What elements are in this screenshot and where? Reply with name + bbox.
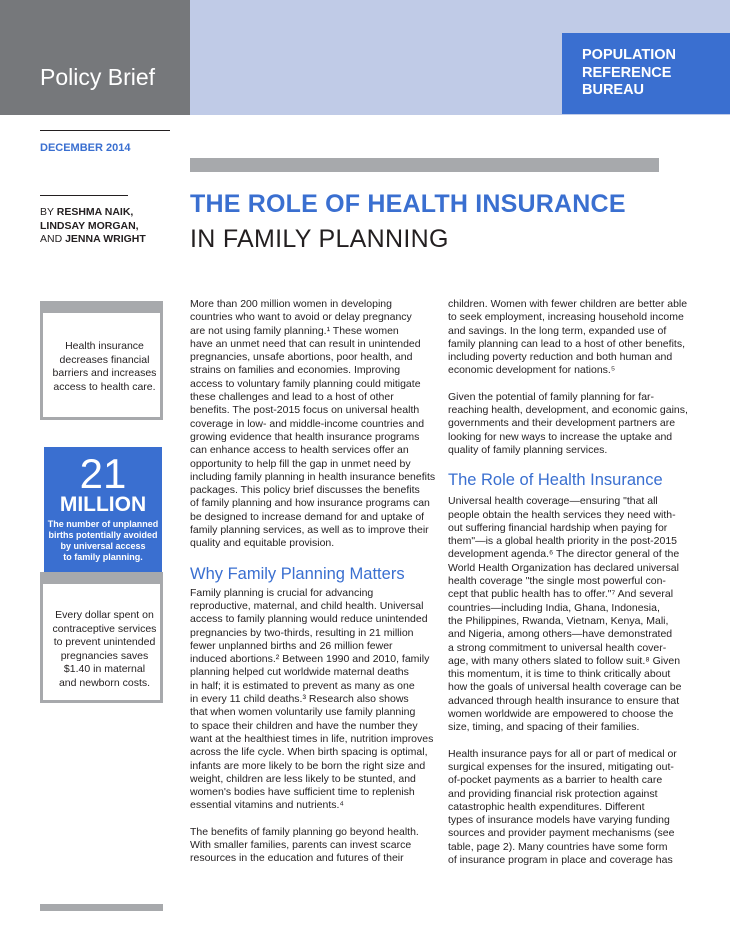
author-name: JENNA WRIGHT [65, 233, 146, 245]
paragraph [448, 298, 718, 378]
text-line: out suffering financial hardship when paying for [448, 521, 668, 534]
text-line: be designed to increase demand for and uptake of [190, 510, 425, 523]
callout-line: decreases financial [59, 353, 150, 366]
text-line: governments and their development partners are [448, 417, 676, 430]
text-line: strains on families and economies. Improving [190, 364, 401, 377]
publication-date: DECEMBER 2014 [40, 142, 131, 154]
sidebar-box-top-bar [40, 572, 163, 584]
text-line: Universal health coverage—ensuring "that all [448, 495, 658, 508]
text-line: cept that public health has to offer."⁷ And several [448, 588, 674, 601]
text-line: sources and provider payment mechanisms (see [448, 827, 675, 840]
org-line-2: REFERENCE [582, 64, 672, 81]
footer-accent-bar [40, 904, 163, 911]
text-line: and providing financial risk protection against [448, 787, 658, 800]
text-line: Health insurance pays for all or part of medical or [448, 747, 677, 760]
body-column-right [448, 298, 718, 867]
text-line: coverage in low- and middle-income countries and [190, 417, 425, 430]
text-line: development agenda.⁶ The director general of the [448, 548, 680, 561]
title-accent-bar [190, 158, 659, 172]
by-label: BY [40, 206, 57, 218]
text-line: infants are more likely to be born the right size and [190, 759, 426, 772]
text-line: including poverty reduction and both human and [448, 351, 673, 364]
text-line: surgical expenses for the insured, mitigating out- [448, 760, 674, 773]
text-line: to space their children and have the number they [190, 719, 418, 732]
section-heading: The Role of Health Insurance [448, 471, 663, 490]
text-line: them"—is a global health priority in the post-2015 [448, 535, 678, 548]
paragraph [190, 587, 440, 813]
paragraph [190, 826, 440, 866]
text-line: of-pocket payments as a barrier to health care [448, 774, 663, 787]
text-line: types of insurance models have varying funding [448, 814, 670, 827]
text-line: of family planning and how insurance programs can [190, 497, 430, 510]
callout-line: $1.40 in maternal [63, 663, 146, 675]
paragraph [448, 495, 718, 734]
text-line: More than 200 million women in developing [190, 298, 392, 310]
sidebar-callout-text [43, 609, 166, 690]
text-line: that when women voluntarily use family planning [190, 706, 416, 719]
text-line: people obtain the health services they need with- [448, 508, 676, 521]
stat-line: by universal access [60, 541, 146, 551]
sidebar-box-top-bar [40, 301, 163, 313]
text-line: to seek employment, increasing household income [448, 311, 684, 324]
paragraph [448, 391, 718, 457]
text-line: growing evidence that health insurance programs [190, 430, 420, 443]
text-line: of insurance program in place and coverage has [448, 853, 673, 866]
text-line: in every 11 child deaths.³ Research also shows [190, 693, 409, 706]
stat-description [44, 519, 162, 563]
text-line: access to voluntary family planning could mitigate [190, 377, 421, 390]
callout-line: contraceptive services [52, 622, 157, 635]
text-line: reproductive, maternal, and child health. Universal [190, 599, 424, 612]
text-line: packages. This policy brief discusses the benefits [190, 484, 420, 497]
text-line: across the life cycle. When birth spacing is optimal, [190, 746, 428, 759]
text-line: advanced through health insurance to ensure that [448, 694, 680, 707]
publication-type-label: Policy Brief [40, 64, 156, 90]
callout-line: pregnancies saves [60, 649, 149, 662]
text-line: catastrophic health expenditures. Different [448, 800, 645, 813]
text-line: Family planning is crucial for advancing [190, 586, 374, 599]
text-line: planning helped cut worldwide maternal deaths [190, 666, 409, 679]
text-line: age, with many others slated to follow suit.⁸ Given [448, 654, 681, 667]
text-line: can enhance access to health services offer an [190, 444, 409, 457]
text-line: quality and equitable provision. [190, 537, 335, 550]
org-logo-text [582, 47, 676, 100]
text-line: countries who want to avoid or delay pregnancy [190, 311, 412, 324]
text-line: have an unmet need that can result in unintended [190, 337, 421, 350]
stat-unit: MILLION [59, 493, 147, 516]
stat-number: 21 [79, 450, 127, 497]
text-line: family planning services, as well as to improve their [190, 524, 429, 537]
paragraph [448, 748, 718, 868]
sidebar-callout-text [43, 340, 166, 394]
text-line: this momentum, it is time to think critically about [448, 668, 671, 681]
stat-line: The number of unplanned [47, 519, 159, 529]
author-name: RESHMA NAIK, [56, 206, 134, 218]
text-line: these challenges and lead to a host of other [190, 391, 394, 404]
text-line: quality of family planning services. [448, 443, 608, 456]
text-line: World Health Organization has declared universal [448, 561, 679, 574]
text-line: are not using family planning.¹ These women [190, 324, 399, 337]
text-line: size, timing, and spacing of their families. [448, 721, 640, 734]
text-line: pregnancies by two-thirds, resulting in 21 million [190, 626, 414, 639]
text-line: weight, children are less likely to be stunted, and [190, 772, 416, 785]
text-line: health coverage "the single most powerful con- [448, 575, 666, 588]
paragraph [190, 298, 440, 551]
text-line: family planning can lead to a host of other benefits, [448, 337, 685, 350]
text-line: essential vitamins and nutrients.⁴ [190, 799, 344, 812]
title-line-2: IN FAMILY PLANNING [190, 225, 449, 253]
and-label: AND [40, 233, 66, 245]
date-divider [40, 130, 170, 131]
text-line: benefits. The post-2015 focus on universal health [190, 404, 420, 417]
text-line: fewer unplanned births and 26 million fewer [190, 639, 393, 652]
text-line: women worldwide are empowered to choose the [448, 708, 674, 721]
text-line: With smaller families, parents can invest scarce [190, 838, 412, 851]
text-line: looking for new ways to increase the uptake and [448, 430, 673, 443]
header-gray-block [0, 0, 190, 115]
text-line: a strong commitment to universal health cover- [448, 641, 667, 654]
text-line: induced abortions.² Between 1990 and 2010, family [190, 653, 430, 666]
title-line-1: THE ROLE OF HEALTH INSURANCE [190, 190, 626, 218]
text-line: and savings. In the long term, expanded use of [448, 324, 667, 337]
callout-line: Every dollar spent on [55, 609, 154, 621]
author-byline [40, 206, 146, 247]
author-name: LINDSAY MORGAN, [40, 219, 139, 232]
text-line: pregnancies, unsafe abortions, poor health, and [190, 351, 413, 364]
text-line: countries—including India, Ghana, Indonesia, [448, 601, 660, 614]
text-line: reaching health, development, and economic gains, [448, 404, 688, 417]
text-line: Given the potential of family planning for far- [448, 390, 655, 403]
author-divider [40, 195, 128, 196]
text-line: and Nigeria, among others—have demonstrated [448, 628, 673, 641]
callout-line: to prevent unintended [53, 636, 156, 648]
callout-line: barriers and increases [52, 367, 157, 379]
callout-line: Health insurance [65, 340, 144, 352]
callout-line: and newborn costs. [58, 676, 151, 689]
org-line-1: POPULATION [582, 47, 676, 63]
text-line: children. Women with fewer children are better able [448, 298, 688, 310]
text-line: in half; it is estimated to prevent as many as one [190, 679, 415, 692]
text-line: opportunity to help fill the gap in unmet need by [190, 457, 411, 470]
stat-line: births potentially avoided [48, 530, 158, 540]
text-line: want at the healthiest times in life, nutrition improves [190, 732, 434, 745]
text-line: The benefits of family planning go beyond health. [190, 825, 419, 838]
text-line: economic development for nations.⁵ [448, 364, 616, 377]
callout-line: access to health care. [53, 380, 156, 393]
text-line: table, page 2). Many countries have some form [448, 840, 668, 853]
stat-line: to family planning. [63, 552, 143, 562]
text-line: including family planning in health insurance benefits [190, 470, 436, 483]
body-column-left [190, 298, 440, 866]
text-line: access to family planning would reduce unintended [190, 613, 428, 626]
section-heading: Why Family Planning Matters [190, 564, 405, 583]
text-line: how the goals of universal health coverage can be [448, 681, 682, 694]
text-line: the Philippines, Rwanda, Vietnam, Kenya, Mali, [448, 614, 669, 627]
text-line: women's bodies have sufficient time to replenish [190, 786, 415, 799]
text-line: resources in the education and futures of their [190, 852, 404, 865]
org-line-3: BUREAU [582, 82, 645, 98]
